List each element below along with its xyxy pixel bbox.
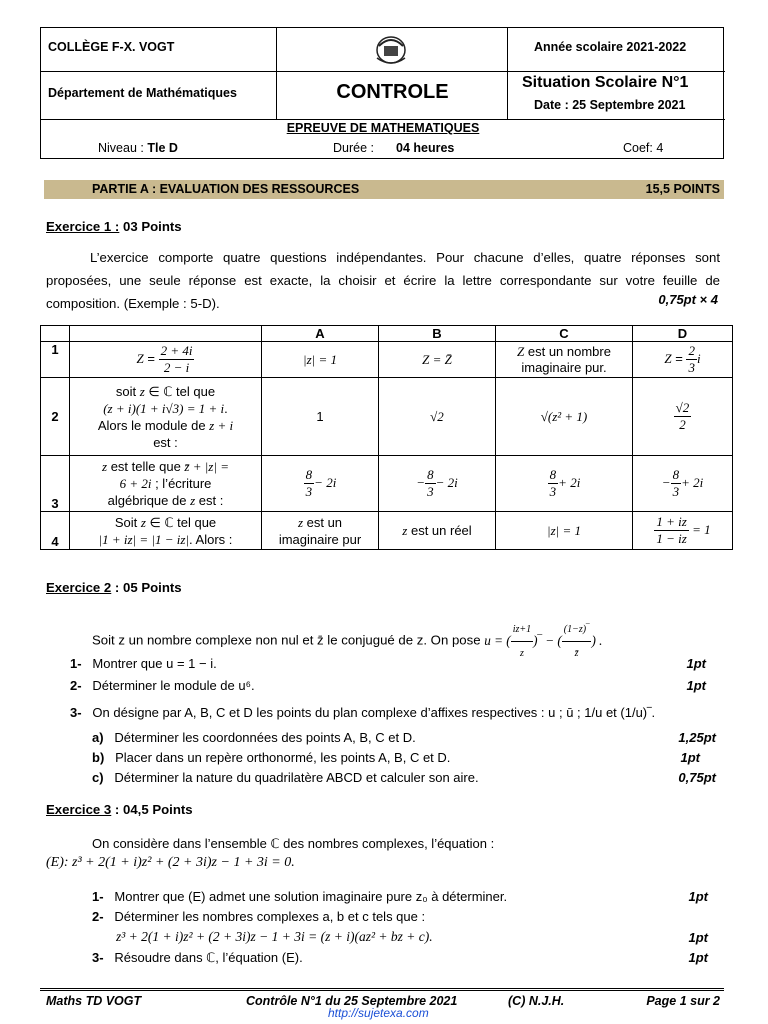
sub-text: Déterminer les coordonnées des points A, B, C et D. xyxy=(114,730,416,745)
table-header-row xyxy=(41,326,733,342)
ex3-item-1 xyxy=(92,889,507,904)
footer-link[interactable]: http://sujetexa.com xyxy=(328,1006,429,1020)
sub-num: b) xyxy=(92,750,105,765)
col-d: D xyxy=(633,326,733,342)
situation-cell xyxy=(508,72,725,120)
ex2-heading xyxy=(46,576,182,599)
item-num: 1- xyxy=(92,889,104,904)
table-row: 4 Soit z ∈ ℂ tel que |1 + iz| = |1 − iz|. Alors : z est un imaginaire pur z est un réel |z| = 1 $\frac{1 + iz}{1 - iz}$ = 1 xyxy=(41,512,733,550)
exam-date: Date : 25 Septembre 2021 xyxy=(534,98,686,112)
footer-left: Maths TD VOGT xyxy=(46,994,142,1008)
sub-text: Déterminer la nature du quadrilatère ABCD et calculer son aire. xyxy=(114,770,479,785)
ex2-item-3 xyxy=(70,705,655,720)
niveau xyxy=(98,141,178,155)
item-text: Montrer que u = 1 − i. xyxy=(92,656,217,671)
ex3-item-2 xyxy=(92,909,425,924)
partie-banner xyxy=(44,180,724,199)
item-text: On désigne par A, B, C et D les points du plan complexe d’affixes respectives : u ; ū ; 1/u et (1/u)‾. xyxy=(92,705,656,720)
item-num: 1- xyxy=(70,656,82,671)
ex3-item-3 xyxy=(92,950,303,966)
item-text: Déterminer les nombres complexes a, b et c tels que : xyxy=(114,909,426,924)
ex3-item-3-points: 1pt xyxy=(688,950,708,965)
mcq-table xyxy=(40,325,733,550)
col-c: C xyxy=(496,326,633,342)
sub-num: c) xyxy=(92,770,104,785)
ex3-equation: (E): z³ + 2(1 + i)z² + (2 + 3i)z − 1 + 3i = 0. xyxy=(46,855,295,870)
school-name: COLLÈGE F-X. VOGT xyxy=(48,40,175,54)
school-logo xyxy=(371,32,411,68)
item-num: 3- xyxy=(70,705,82,720)
sub-text: Placer dans un repère orthonormé, les points A, B, C et D. xyxy=(115,750,451,765)
school-year: Année scolaire 2021-2022 xyxy=(534,40,687,54)
ex1-text: L’exercice comporte quatre questions indépendantes. Pour chacune d’elles, quatre réponses sont proposées, une seule réponse est exacte, la choisir et écrire la lettre correspondante sur votre feuille de composition. (Exemple : 5-D). xyxy=(46,250,720,311)
page-title: CONTROLE xyxy=(336,81,449,103)
ex1-title: Exercice 1 : xyxy=(46,219,120,234)
epreuve: EPREUVE DE MATHEMATIQUES xyxy=(286,121,480,135)
item-num: 3- xyxy=(92,950,104,965)
ex2-item-1-points: 1pt xyxy=(686,656,706,671)
partie-points: 15,5 POINTS xyxy=(645,182,720,196)
ex2-sub-b-points: 1pt xyxy=(680,750,700,765)
ex2-item-1 xyxy=(70,656,217,671)
niveau-value: Tle D xyxy=(147,141,178,155)
department: Département de Mathématiques xyxy=(48,86,237,100)
item-text: Montrer que (E) admet une solution imaginaire pure z₀ à déterminer. xyxy=(114,889,508,904)
item-text: Résoudre dans ℂ, l’équation (E). xyxy=(114,950,303,965)
ex2-title: Exercice 2 xyxy=(46,580,112,595)
table-row: 1 Z = $\frac{2 + 4i}{2 - i}$ |z| = 1 Z = Z̄ Z est un nombre imaginaire pur. Z = $\frac{2}{3}$ i xyxy=(41,342,733,378)
ex2-item-2 xyxy=(70,678,255,693)
sub-num: a) xyxy=(92,730,104,745)
ex1-points: 03 Points xyxy=(119,219,182,234)
ex2-sub-a xyxy=(92,730,416,745)
footer-page: Page 1 sur 2 xyxy=(646,994,720,1008)
item-text: Déterminer le module de u⁶. xyxy=(92,678,255,693)
table-row: 2 soit z ∈ ℂ tel que (z + i)(1 + i√3) = 1 + i. Alors le module de z + i est : 1 √2 √(z² + 1) $\frac{√2}{2}$ xyxy=(41,378,733,456)
ex1-heading xyxy=(46,215,182,238)
col-b: B xyxy=(379,326,496,342)
page-footer xyxy=(40,988,724,1008)
item-num: 2- xyxy=(92,909,104,924)
department-cell xyxy=(41,72,277,120)
logo-cell xyxy=(277,28,508,72)
footer-center: Contrôle N°1 du 25 Septembre 2021 xyxy=(246,994,458,1008)
col-a: A xyxy=(262,326,379,342)
ex2-sub-c-points: 0,75pt xyxy=(678,770,716,785)
duree-label: Durée : xyxy=(333,141,374,155)
ex2-points: : 05 Points xyxy=(111,580,182,595)
header-box xyxy=(40,27,724,159)
u-definition: u = ( $\frac{iz+1}{z}$ )‾ − ( $\frac{(1-z)‾}{z̄}$ ) . xyxy=(484,633,602,648)
partie-label: PARTIE A : EVALUATION DES RESSOURCES xyxy=(92,182,360,196)
ex2-sub-b xyxy=(92,750,450,765)
ex2-intro-text: Soit z un nombre complexe non nul et z̄ le conjugué de z. On pose xyxy=(92,632,481,648)
item-num: 2- xyxy=(70,678,82,693)
ex3-title: Exercice 3 xyxy=(46,802,112,817)
ex3-intro: On considère dans l’ensemble ℂ des nombres complexes, l’équation : xyxy=(92,836,495,851)
duree-value: 04 heures xyxy=(396,141,455,155)
footer-author: (C) N.J.H. xyxy=(508,994,565,1008)
situation: Situation Scolaire N°1 xyxy=(522,74,689,91)
table-row: 3 z est telle que z̄ + |z| = 6 + 2i ; l’écriture algébrique de z est : $\frac{8}{3}$ − 2i − $\frac{8}{3}$ − 2i $\frac{8}{3}$ + 2i − $\frac{8}{3}$ + 2i xyxy=(41,456,733,512)
ex3-points: : 04,5 Points xyxy=(111,802,193,817)
ex3-heading xyxy=(46,798,193,821)
niveau-label: Niveau : xyxy=(98,141,148,155)
ex2-item-2-points: 1pt xyxy=(686,678,706,693)
school-cell xyxy=(41,28,277,72)
ex3-item-1-points: 1pt xyxy=(688,889,708,904)
year-cell xyxy=(508,28,725,72)
ex2-sub-a-points: 1,25pt xyxy=(678,730,716,745)
ex3-item-2-points: 1pt xyxy=(688,930,708,945)
ex1-bareme: 0,75pt × 4 xyxy=(658,292,718,307)
ex3-item-2-equation: z³ + 2(1 + i)z² + (2 + 3i)z − 1 + 3i = (z + i)(az² + bz + c). xyxy=(116,929,433,944)
coef: Coef: 4 xyxy=(623,141,664,155)
ex2-sub-c xyxy=(92,770,479,785)
title-cell xyxy=(277,72,508,120)
